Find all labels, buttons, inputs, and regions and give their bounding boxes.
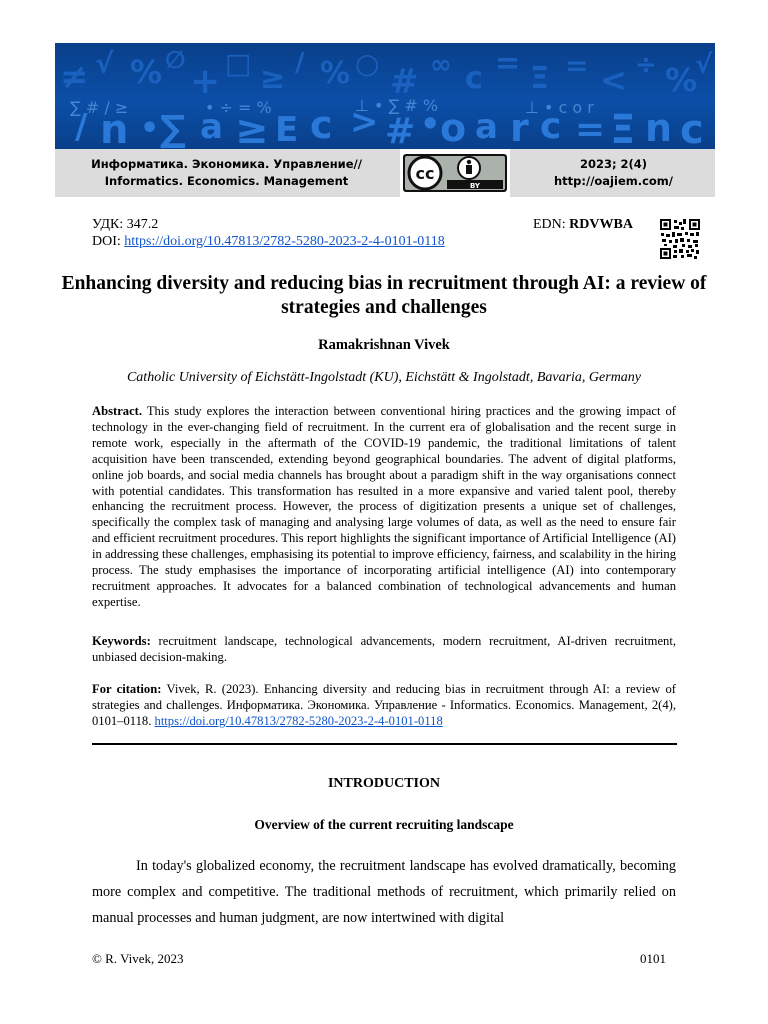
- svg-text:∅: ∅: [165, 46, 186, 74]
- copyright-notice: © R. Vivek, 2023: [92, 951, 184, 966]
- svg-text:≥: ≥: [260, 61, 286, 96]
- journal-name-ru: Информатика. Экономика. Управление//: [91, 157, 362, 171]
- keywords-text: recruitment landscape, technological advancements, modern recruitment, AI-driven recruitment, unbiased decision-making.: [92, 634, 676, 664]
- svg-text:∑ # / ≥: ∑ # / ≥: [70, 98, 129, 117]
- qr-code-icon[interactable]: [660, 219, 700, 259]
- author-name: Ramakrishnan Vivek: [318, 337, 450, 353]
- issue-number: 2023; 2(4): [579, 157, 648, 171]
- svg-text:r: r: [510, 106, 529, 149]
- keywords-paragraph: [92, 634, 676, 666]
- subsection-heading: Overview of the current recruiting landscape: [254, 817, 514, 832]
- svg-text:=: =: [495, 46, 521, 81]
- body-paragraph: In today's globalized economy, the recruitment landscape has evolved dramatically, becoming more complex and competitive. The traditional methods of recruitment, which primarily relied on manual processes and human judgment, are now intertwined with digital: [92, 858, 676, 926]
- svg-text:<: <: [600, 61, 627, 99]
- svg-text:%: %: [130, 53, 163, 91]
- svg-text:>: >: [350, 102, 379, 142]
- svg-text:+: +: [190, 61, 221, 102]
- svg-text:•: •: [420, 105, 441, 143]
- doi-link[interactable]: https://doi.org/10.47813/2782-5280-2023-2-4-0101-0118: [124, 234, 445, 249]
- udk-code: УДК: 347.2: [92, 217, 159, 232]
- citation-text: Vivek, R. (2023). Enhancing diversity and reducing bias in recruitment through AI: a review of strategies and challenges. Информатика. Экономика. Управление - Informatics. Economics. Management, 2(4), 0101–0118.: [92, 682, 676, 728]
- abstract-paragraph: [92, 404, 676, 611]
- svg-text:c: c: [310, 103, 333, 147]
- svg-text:#: #: [385, 111, 416, 149]
- journal-banner: [55, 43, 715, 149]
- svg-text:• ÷ = %: • ÷ = %: [205, 98, 272, 117]
- article-title: Enhancing diversity and reducing bias in recruitment through AI: a review of strategies and challenges: [61, 273, 707, 318]
- svg-text:∞: ∞: [430, 50, 452, 80]
- svg-text:a: a: [475, 107, 498, 147]
- citation-label: For citation:: [92, 682, 162, 696]
- svg-text:√: √: [695, 50, 713, 80]
- abstract-label: Abstract.: [92, 404, 143, 418]
- svg-text:/: /: [75, 107, 88, 147]
- journal-name-en: Informatics. Economics. Management: [104, 174, 349, 188]
- svg-text:%: %: [665, 61, 698, 99]
- doi-line: [92, 233, 445, 250]
- abstract-text: This study explores the interaction between conventional hiring practices and the growing impact of technology in the ever-changing field of recruitment. In the current era of globalisation and the recent surge in remote work, especially in the aftermath of the COVID-19 pandemic, the traditional limitations of talent acquisition have been transcended, extending beyond geographical boundaries. The advent of digital platforms, online job boards, and social media channels has brought about a paradigm shift in the way organisations connect with potential candidates. This transformation has resulted in a more expansive and varied talent pool, thereby enhancing the recruitment process. However, the process of digitization presents a unique set of challenges, specifically the complex task of managing and analysing large volumes of data, as well as the need to ensure fair and efficient recruitment procedures. This report highlights the significant importance of Artificial Intelligence (AI) in addressing these challenges, emphasising its potential to improve efficiency, fairness, and scalability in the hiring process. The study emphasises the importance of incorporating artificial intelligence (AI) into contemporary recruitment approaches. It advocates for a balanced combination of technological advancements and human expertise.: [92, 404, 676, 609]
- journal-info-band: [55, 149, 715, 197]
- svg-text:E: E: [275, 110, 299, 149]
- journal-name-block: [55, 149, 398, 197]
- cc-text: cc: [415, 164, 435, 183]
- by-text: BY: [469, 182, 481, 190]
- svg-text:≥: ≥: [235, 107, 269, 149]
- section-heading: INTRODUCTION: [327, 776, 440, 791]
- journal-url[interactable]: http://oajiem.com/: [553, 174, 673, 188]
- cc-license-badge[interactable]: [400, 149, 510, 197]
- svg-text:o: o: [440, 106, 467, 149]
- svg-text:○: ○: [355, 47, 380, 80]
- svg-text:≠: ≠: [60, 57, 89, 97]
- svg-text:=: =: [565, 49, 589, 82]
- svg-text:%: %: [320, 56, 351, 91]
- svg-text:c: c: [540, 106, 562, 147]
- svg-text:⊥ • c o r: ⊥ • c o r: [525, 98, 594, 117]
- edn-value: RDVWBA: [569, 217, 633, 232]
- keywords-label: Keywords:: [92, 634, 151, 648]
- edn-label: EDN:: [533, 217, 566, 232]
- author-affiliation: Catholic University of Eichstätt-Ingolstadt (KU), Eichstätt & Ingolstadt, Bavaria, Germany: [126, 370, 642, 385]
- svg-text:n: n: [100, 107, 129, 149]
- banner-pattern: [55, 43, 715, 149]
- citation-doi-link[interactable]: https://doi.org/10.47813/2782-5280-2023-2-4-0101-0118: [154, 713, 443, 728]
- svg-text:□: □: [225, 47, 252, 80]
- svg-text:c: c: [465, 61, 483, 96]
- edn-line: [533, 216, 633, 233]
- issue-block: [512, 149, 715, 197]
- svg-text:#: #: [390, 62, 419, 102]
- svg-text:a: a: [200, 107, 223, 147]
- section-divider: [92, 743, 677, 745]
- svg-text:/: /: [295, 48, 305, 78]
- svg-text:n: n: [645, 106, 673, 149]
- svg-text:Ξ: Ξ: [530, 61, 549, 96]
- citation-paragraph: [92, 682, 676, 730]
- svg-text:=: =: [575, 109, 606, 149]
- svg-text:Ξ: Ξ: [610, 107, 636, 149]
- svg-text:√: √: [95, 47, 114, 80]
- cc-by-icon: [403, 154, 507, 192]
- page-number: 0101: [640, 951, 666, 966]
- svg-text:•: •: [140, 111, 160, 146]
- doi-label: DOI:: [92, 234, 121, 249]
- svg-text:÷: ÷: [635, 50, 657, 80]
- svg-text:c: c: [680, 107, 704, 149]
- svg-text:∑: ∑: [160, 109, 186, 149]
- article-meta: [92, 216, 445, 250]
- svg-text:⊥ • ∑ # %: ⊥ • ∑ # %: [355, 96, 439, 115]
